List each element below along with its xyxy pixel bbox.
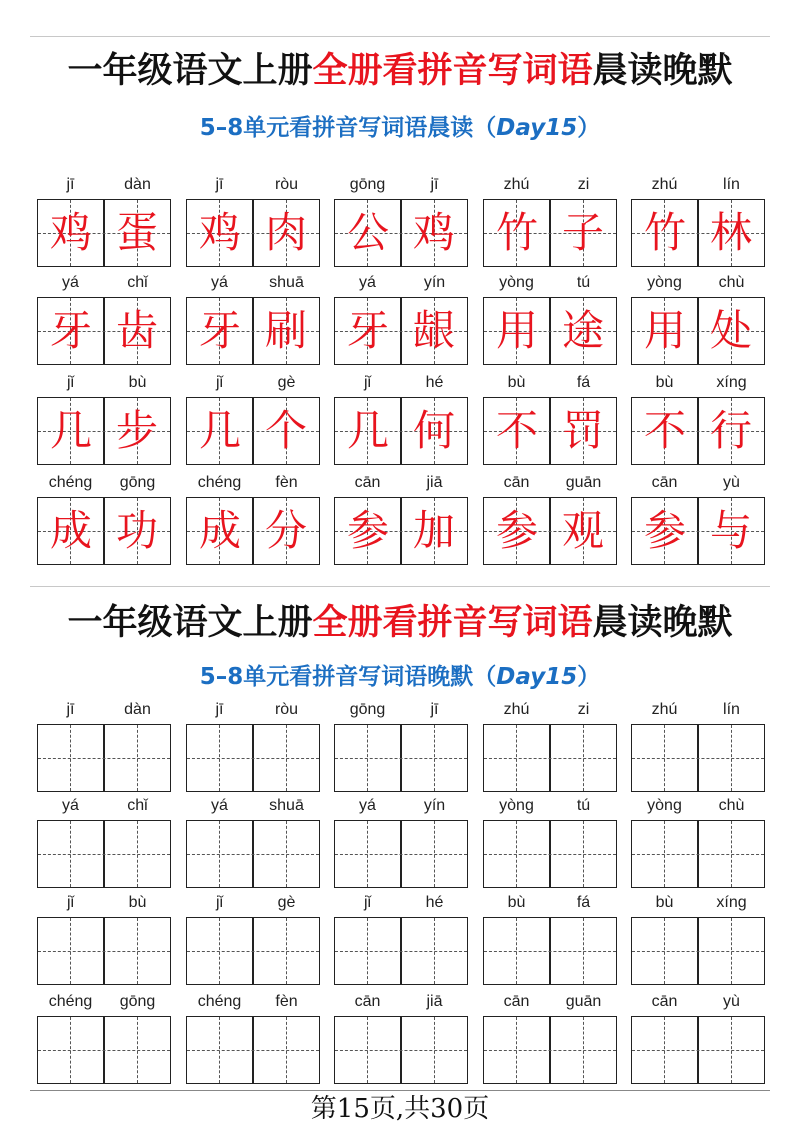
top-divider: [30, 36, 770, 37]
hanzi-character: 参: [346, 506, 389, 555]
pinyin-label: zi: [577, 176, 590, 193]
pinyin-label: cān: [503, 474, 530, 491]
hanzi-character: 不: [643, 406, 686, 455]
morning-title-suffix: 晨读晚默: [592, 50, 733, 91]
tian-zi-ge-box: [631, 497, 765, 565]
hanzi-character: 公: [346, 208, 389, 257]
morning-word: [483, 273, 617, 373]
tian-zi-ge-writing-box[interactable]: [37, 724, 171, 792]
guide-line: [219, 918, 220, 984]
tian-zi-ge-box: [186, 199, 320, 267]
evening-word: [334, 893, 468, 993]
morning-word: [37, 373, 171, 473]
pinyin-label: gè: [277, 894, 296, 911]
guide-line: [583, 725, 584, 791]
pinyin-label: cān: [354, 993, 381, 1010]
pinyin-label: bù: [128, 894, 147, 911]
pinyin-label: gōng: [119, 993, 156, 1010]
evening-title-suffix: 晨读晚默: [592, 602, 733, 643]
pinyin-label: cān: [651, 474, 678, 491]
pinyin-label: jǐ: [215, 894, 224, 911]
morning-word: [631, 273, 765, 373]
guide-line: [632, 854, 764, 855]
pinyin-label: guān: [565, 993, 602, 1010]
pinyin-label: jǐ: [215, 374, 224, 391]
pinyin-label: jǐ: [66, 374, 75, 391]
guide-line: [137, 1017, 138, 1083]
hanzi-character: 几: [198, 406, 241, 455]
guide-line: [664, 725, 665, 791]
pinyin-label: jī: [66, 176, 75, 193]
bottom-divider: [30, 1090, 770, 1091]
pinyin-label: jiā: [426, 474, 443, 491]
evening-title: [0, 601, 800, 645]
morning-word: [186, 473, 320, 573]
evening-word: [334, 700, 468, 800]
pinyin-label: jǐ: [66, 894, 75, 911]
guide-line: [731, 1017, 732, 1083]
morning-word: [483, 473, 617, 573]
evening-word: [37, 893, 171, 993]
guide-line: [664, 821, 665, 887]
evening-subtitle: [0, 662, 800, 692]
hanzi-character: 几: [346, 406, 389, 455]
hanzi-character: 蛋: [115, 208, 158, 257]
tian-zi-ge-writing-box[interactable]: [37, 917, 171, 985]
evening-word: [37, 700, 171, 800]
guide-line: [335, 1050, 467, 1051]
tian-zi-ge-box: [37, 497, 171, 565]
pinyin-label: dàn: [124, 176, 151, 193]
pinyin-label: yá: [359, 274, 376, 291]
tian-zi-ge-box: [631, 397, 765, 465]
tian-zi-ge-box: [483, 497, 617, 565]
pinyin-label: yá: [211, 797, 228, 814]
guide-line: [583, 821, 584, 887]
tian-zi-ge-writing-box[interactable]: [186, 724, 320, 792]
morning-word: [37, 175, 171, 275]
tian-zi-ge-writing-box[interactable]: [334, 724, 468, 792]
pinyin-label: yù: [723, 474, 740, 491]
pinyin-label: chǐ: [127, 797, 148, 814]
hanzi-character: 竹: [643, 208, 686, 257]
hanzi-character: 参: [495, 506, 538, 555]
tian-zi-ge-writing-box[interactable]: [631, 1016, 765, 1084]
hanzi-character: 观: [561, 506, 604, 555]
pinyin-label: fèn: [275, 474, 298, 491]
tian-zi-ge-box: [334, 497, 468, 565]
guide-line: [516, 1017, 517, 1083]
morning-word: [186, 175, 320, 275]
hanzi-character: 齿: [115, 306, 158, 355]
pinyin-label: yín: [423, 274, 446, 291]
pinyin-label: zhú: [503, 176, 530, 193]
hanzi-character: 功: [115, 506, 158, 555]
morning-title-prefix: 一年级语文上册: [67, 50, 313, 91]
guide-line: [367, 725, 368, 791]
pinyin-label: bù: [655, 894, 674, 911]
pinyin-label: jī: [430, 176, 439, 193]
evening-word: [631, 700, 765, 800]
guide-line: [664, 1017, 665, 1083]
hanzi-character: 刷: [264, 306, 307, 355]
guide-line: [38, 758, 170, 759]
guide-line: [434, 725, 435, 791]
guide-line: [38, 1050, 170, 1051]
evening-subtitle-main: 5–8单元看拼音写词语晚默（: [199, 664, 497, 690]
hanzi-character: 途: [561, 306, 604, 355]
pinyin-label: cān: [503, 993, 530, 1010]
pinyin-label: chéng: [197, 474, 242, 491]
guide-line: [484, 951, 616, 952]
evening-title-highlight: 全册看拼音写词语: [312, 602, 593, 643]
pinyin-label: chù: [718, 274, 745, 291]
pinyin-label: cān: [354, 474, 381, 491]
pinyin-label: hé: [425, 894, 444, 911]
hanzi-character: 罚: [561, 406, 604, 455]
guide-line: [335, 854, 467, 855]
guide-line: [632, 758, 764, 759]
hanzi-character: 分: [264, 506, 307, 555]
pinyin-label: guān: [565, 474, 602, 491]
guide-line: [632, 1050, 764, 1051]
morning-subtitle-end: ）: [577, 115, 601, 141]
guide-line: [335, 951, 467, 952]
guide-line: [38, 854, 170, 855]
pinyin-label: hé: [425, 374, 444, 391]
hanzi-character: 子: [561, 208, 604, 257]
hanzi-character: 龈: [412, 306, 455, 355]
guide-line: [367, 918, 368, 984]
guide-line: [335, 758, 467, 759]
morning-word: [334, 373, 468, 473]
hanzi-character: 用: [495, 306, 538, 355]
pinyin-label: zi: [577, 701, 590, 718]
pinyin-label: xíng: [716, 894, 747, 911]
pinyin-label: tú: [576, 797, 591, 814]
guide-line: [731, 725, 732, 791]
tian-zi-ge-box: [37, 199, 171, 267]
morning-title-highlight: 全册看拼音写词语: [312, 50, 593, 91]
tian-zi-ge-box: [334, 397, 468, 465]
tian-zi-ge-box: [483, 297, 617, 365]
morning-word: [334, 273, 468, 373]
pinyin-label: bù: [507, 894, 526, 911]
pinyin-label: lín: [723, 701, 740, 718]
pinyin-label: gè: [277, 374, 296, 391]
guide-line: [286, 725, 287, 791]
guide-line: [219, 1017, 220, 1083]
pinyin-label: zhú: [503, 701, 530, 718]
pinyin-label: yòng: [499, 797, 534, 814]
guide-line: [219, 821, 220, 887]
evening-row: [37, 893, 767, 993]
guide-line: [516, 918, 517, 984]
morning-word: [37, 473, 171, 573]
hanzi-character: 几: [49, 406, 92, 455]
guide-line: [731, 821, 732, 887]
pinyin-label: yá: [62, 274, 79, 291]
pinyin-label: zhú: [651, 701, 678, 718]
morning-word: [334, 175, 468, 275]
morning-row: [37, 175, 767, 275]
pinyin-label: shuā: [269, 797, 304, 814]
guide-line: [187, 1050, 319, 1051]
section-divider: [30, 586, 770, 587]
tian-zi-ge-writing-box[interactable]: [483, 917, 617, 985]
tian-zi-ge-box: [186, 297, 320, 365]
hanzi-character: 不: [495, 406, 538, 455]
evening-word: [483, 700, 617, 800]
hanzi-character: 与: [709, 506, 752, 555]
tian-zi-ge-writing-box[interactable]: [186, 820, 320, 888]
guide-line: [731, 918, 732, 984]
tian-zi-ge-writing-box[interactable]: [37, 1016, 171, 1084]
evening-word: [186, 796, 320, 896]
pinyin-label: ròu: [274, 701, 299, 718]
guide-line: [219, 725, 220, 791]
hanzi-character: 牙: [198, 306, 241, 355]
tian-zi-ge-writing-box[interactable]: [334, 820, 468, 888]
guide-line: [286, 918, 287, 984]
guide-line: [137, 918, 138, 984]
guide-line: [632, 951, 764, 952]
evening-title-prefix: 一年级语文上册: [67, 602, 313, 643]
evening-word: [631, 893, 765, 993]
guide-line: [516, 821, 517, 887]
tian-zi-ge-box: [186, 497, 320, 565]
tian-zi-ge-writing-box[interactable]: [186, 917, 320, 985]
pinyin-label: fá: [576, 894, 591, 911]
guide-line: [664, 918, 665, 984]
pinyin-label: chéng: [48, 993, 93, 1010]
morning-row: [37, 373, 767, 473]
tian-zi-ge-writing-box[interactable]: [334, 1016, 468, 1084]
pinyin-label: jī: [215, 176, 224, 193]
pinyin-label: gōng: [349, 701, 386, 718]
guide-line: [434, 1017, 435, 1083]
tian-zi-ge-box: [186, 397, 320, 465]
guide-line: [137, 821, 138, 887]
hanzi-character: 个: [264, 406, 307, 455]
evening-subtitle-end: ）: [577, 664, 601, 690]
hanzi-character: 竹: [495, 208, 538, 257]
pinyin-label: jī: [66, 701, 75, 718]
pinyin-label: yòng: [647, 797, 682, 814]
tian-zi-ge-writing-box[interactable]: [631, 917, 765, 985]
evening-row: [37, 992, 767, 1092]
hanzi-character: 成: [198, 506, 241, 555]
morning-word: [483, 373, 617, 473]
guide-line: [484, 758, 616, 759]
guide-line: [434, 821, 435, 887]
pinyin-label: bù: [507, 374, 526, 391]
pinyin-label: jǐ: [363, 374, 372, 391]
hanzi-character: 步: [115, 406, 158, 455]
tian-zi-ge-box: [334, 199, 468, 267]
hanzi-character: 参: [643, 506, 686, 555]
tian-zi-ge-box: [631, 199, 765, 267]
hanzi-character: 牙: [49, 306, 92, 355]
tian-zi-ge-writing-box[interactable]: [186, 1016, 320, 1084]
tian-zi-ge-box: [483, 199, 617, 267]
evening-word: [483, 893, 617, 993]
morning-word: [186, 273, 320, 373]
tian-zi-ge-box: [483, 397, 617, 465]
hanzi-character: 牙: [346, 306, 389, 355]
pinyin-label: yá: [211, 274, 228, 291]
evening-row: [37, 796, 767, 896]
guide-line: [286, 1017, 287, 1083]
pinyin-label: gōng: [349, 176, 386, 193]
morning-word: [631, 175, 765, 275]
pinyin-label: jī: [215, 701, 224, 718]
tian-zi-ge-box: [37, 397, 171, 465]
hanzi-character: 成: [49, 506, 92, 555]
pinyin-label: yù: [723, 993, 740, 1010]
guide-line: [434, 918, 435, 984]
tian-zi-ge-writing-box[interactable]: [631, 724, 765, 792]
pinyin-label: yín: [423, 797, 446, 814]
hanzi-character: 鸡: [412, 208, 455, 257]
hanzi-character: 鸡: [49, 208, 92, 257]
morning-row: [37, 473, 767, 573]
evening-subtitle-day: Day15: [496, 664, 578, 690]
guide-line: [137, 725, 138, 791]
morning-subtitle: [0, 113, 800, 143]
tian-zi-ge-writing-box[interactable]: [334, 917, 468, 985]
pinyin-label: yá: [359, 797, 376, 814]
guide-line: [187, 951, 319, 952]
morning-word: [631, 373, 765, 473]
guide-line: [367, 1017, 368, 1083]
pinyin-label: chéng: [197, 993, 242, 1010]
pinyin-label: jǐ: [363, 894, 372, 911]
pinyin-label: gōng: [119, 474, 156, 491]
morning-word: [631, 473, 765, 573]
pinyin-label: cān: [651, 993, 678, 1010]
evening-word: [186, 893, 320, 993]
pinyin-label: lín: [723, 176, 740, 193]
evening-word: [37, 796, 171, 896]
morning-subtitle-day: Day15: [496, 115, 578, 141]
guide-line: [70, 821, 71, 887]
morning-word: [37, 273, 171, 373]
tian-zi-ge-box: [334, 297, 468, 365]
hanzi-character: 处: [709, 306, 752, 355]
hanzi-character: 行: [709, 406, 752, 455]
evening-word: [631, 992, 765, 1092]
morning-row: [37, 273, 767, 373]
guide-line: [70, 1017, 71, 1083]
guide-line: [38, 951, 170, 952]
pinyin-label: xíng: [716, 374, 747, 391]
pinyin-label: yòng: [499, 274, 534, 291]
pinyin-label: chù: [718, 797, 745, 814]
evening-word: [186, 700, 320, 800]
pinyin-label: jī: [430, 701, 439, 718]
pinyin-label: tú: [576, 274, 591, 291]
hanzi-character: 林: [709, 208, 752, 257]
evening-word: [334, 992, 468, 1092]
pinyin-label: shuā: [269, 274, 304, 291]
morning-subtitle-main: 5–8单元看拼音写词语晨读（: [199, 115, 497, 141]
guide-line: [583, 918, 584, 984]
pinyin-label: jiā: [426, 993, 443, 1010]
guide-line: [187, 758, 319, 759]
morning-word: [334, 473, 468, 573]
evening-word: [631, 796, 765, 896]
pinyin-label: zhú: [651, 176, 678, 193]
tian-zi-ge-writing-box[interactable]: [483, 820, 617, 888]
evening-word: [483, 796, 617, 896]
tian-zi-ge-box: [37, 297, 171, 365]
guide-line: [484, 854, 616, 855]
guide-line: [367, 821, 368, 887]
pinyin-label: yòng: [647, 274, 682, 291]
hanzi-character: 鸡: [198, 208, 241, 257]
tian-zi-ge-writing-box[interactable]: [631, 820, 765, 888]
pinyin-label: chéng: [48, 474, 93, 491]
pinyin-label: fèn: [275, 993, 298, 1010]
pinyin-label: yá: [62, 797, 79, 814]
pinyin-label: chǐ: [127, 274, 148, 291]
guide-line: [187, 854, 319, 855]
tian-zi-ge-writing-box[interactable]: [483, 724, 617, 792]
morning-word: [483, 175, 617, 275]
guide-line: [583, 1017, 584, 1083]
tian-zi-ge-box: [631, 297, 765, 365]
morning-word: [186, 373, 320, 473]
pinyin-label: bù: [128, 374, 147, 391]
evening-word: [186, 992, 320, 1092]
evening-word: [483, 992, 617, 1092]
pinyin-label: bù: [655, 374, 674, 391]
guide-line: [70, 918, 71, 984]
evening-row: [37, 700, 767, 800]
evening-word: [37, 992, 171, 1092]
evening-word: [334, 796, 468, 896]
pinyin-label: dàn: [124, 701, 151, 718]
hanzi-character: 用: [643, 306, 686, 355]
tian-zi-ge-writing-box[interactable]: [37, 820, 171, 888]
pinyin-label: ròu: [274, 176, 299, 193]
hanzi-character: 何: [412, 406, 455, 455]
hanzi-character: 加: [412, 506, 455, 555]
guide-line: [484, 1050, 616, 1051]
morning-title: [0, 49, 800, 93]
guide-line: [516, 725, 517, 791]
guide-line: [70, 725, 71, 791]
page-number: 第15页,共30页: [310, 1094, 490, 1124]
pinyin-label: fá: [576, 374, 591, 391]
guide-line: [286, 821, 287, 887]
hanzi-character: 肉: [264, 208, 307, 257]
tian-zi-ge-writing-box[interactable]: [483, 1016, 617, 1084]
